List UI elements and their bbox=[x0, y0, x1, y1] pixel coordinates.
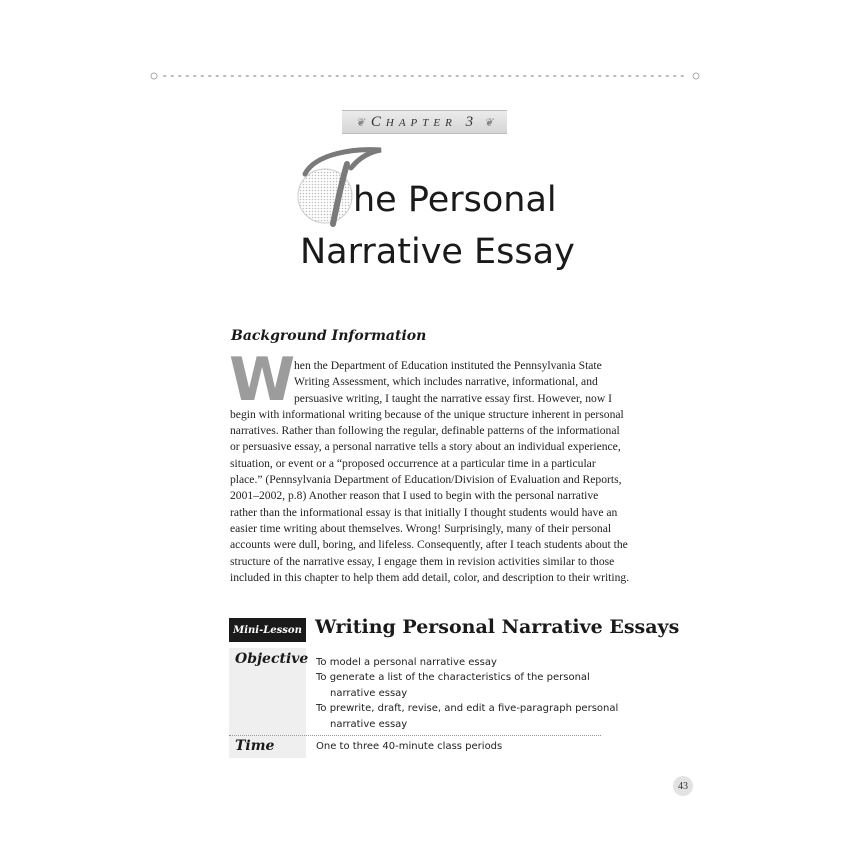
paragraph-line: 2001–2002, p.8) Another reason that I used to begin with the personal narrative bbox=[230, 489, 599, 503]
paragraph-line: hen the Department of Education instituted the Pennsylvania State bbox=[294, 359, 602, 372]
paragraph-line: included in this chapter to help them add detail, color, and description to their writing. bbox=[230, 570, 630, 584]
objective-item-continued: narrative essay bbox=[330, 718, 408, 730]
paragraph-dropcap: W bbox=[229, 345, 296, 415]
mini-lesson-title: Writing Personal Narrative Essays bbox=[315, 616, 680, 638]
chapter-label bbox=[342, 110, 507, 134]
objective-item: To model a personal narrative essay bbox=[316, 657, 497, 668]
objective-label: Objective bbox=[235, 651, 309, 667]
section-heading-background: Background Information bbox=[231, 328, 427, 344]
paragraph-line: or persuasive essay, a personal narrative tells a story about an individual experience, bbox=[230, 440, 621, 454]
time-text: One to three 40-minute class periods bbox=[316, 741, 503, 752]
leaf-ornament-icon: ❦ bbox=[484, 116, 494, 129]
paragraph-line: rather than the informational essay is that initially I thought students would have an bbox=[230, 505, 618, 519]
chapter-label-text: Chapter 3 bbox=[370, 113, 479, 130]
paragraph-line: Writing Assessment, which includes narrative, informational, and bbox=[294, 375, 598, 389]
mini-lesson-badge: Mini-Lesson bbox=[229, 618, 306, 642]
chapter-title-line2: Narrative Essay bbox=[300, 232, 575, 272]
objective-list bbox=[316, 655, 619, 732]
chapter-title-line1: he Personal bbox=[353, 180, 557, 220]
decorative-dotted-rule bbox=[150, 71, 700, 81]
objective-item: To prewrite, draft, revise, and edit a five-paragraph personal bbox=[316, 703, 619, 715]
section-divider bbox=[229, 735, 601, 736]
time-label: Time bbox=[235, 738, 275, 754]
page-number: 43 bbox=[673, 776, 693, 796]
paragraph-line: narratives. Rather than following the regular, definable patterns of the informational bbox=[230, 424, 620, 438]
paragraph-line: persuasive writing, I taught the narrative essay first. However, now I bbox=[294, 391, 612, 405]
paragraph-line: place.” (Pennsylvania Department of Education/Division of Evaluation and Reports, bbox=[230, 473, 622, 487]
paragraph-line: easier time writing about themselves. Wrong! Surprisingly, many of their personal bbox=[230, 521, 612, 535]
objective-item: To generate a list of the characteristics of the personal bbox=[316, 672, 590, 684]
objective-item-continued: narrative essay bbox=[330, 687, 408, 699]
leaf-ornament-icon: ❦ bbox=[355, 116, 365, 129]
background-paragraph bbox=[230, 358, 630, 586]
paragraph-line: accounts were dull, boring, and lifeless. Consequently, after I teach students about the bbox=[230, 538, 628, 552]
paragraph-line: situation, or event or a “proposed occurrence at a particular time in a particular bbox=[230, 456, 596, 470]
paragraph-line: begin with informational writing because of the unique structure inherent in personal bbox=[230, 407, 624, 421]
paragraph-line: structure of the narrative essay, I engage them in revision activities similar to those bbox=[230, 554, 615, 568]
